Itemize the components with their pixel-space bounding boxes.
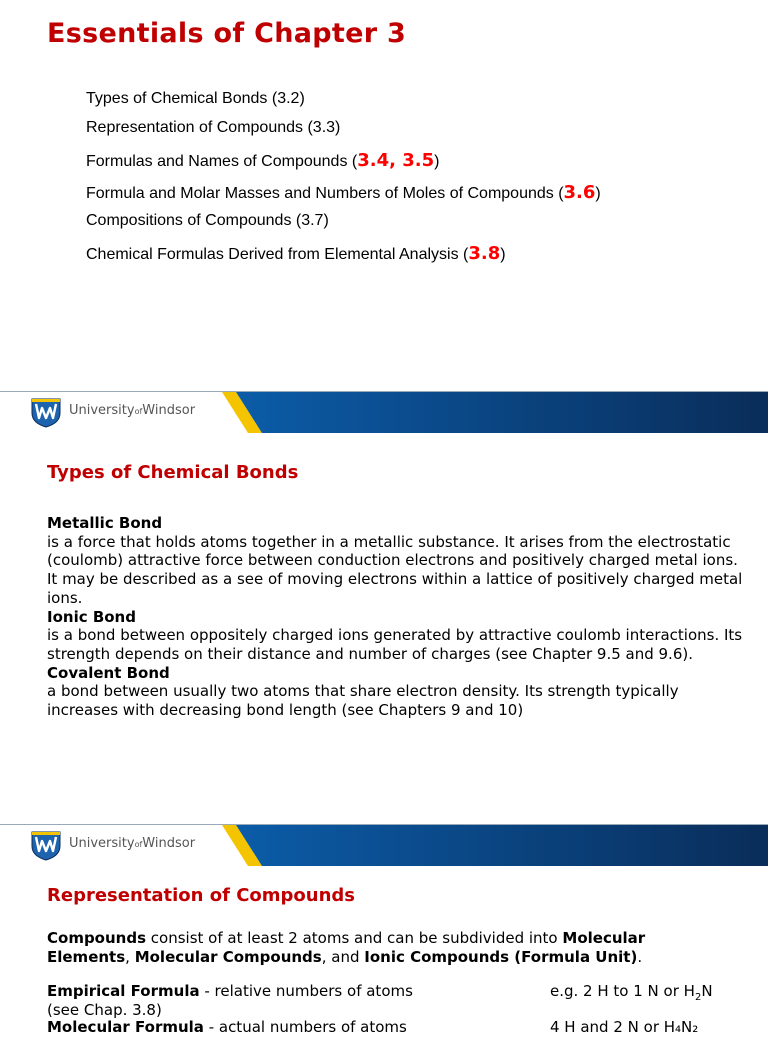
topic-tail: ) (595, 185, 601, 202)
topic-text: Compositions of Compounds (3.7) (86, 212, 329, 229)
wordmark-prefix: University (69, 403, 135, 418)
slide-chapter-essentials (0, 0, 768, 390)
slide-title: Types of Chemical Bonds (47, 462, 299, 483)
ionic-bond-text: is a bond between oppositely charged ions generated by attractive coulomb interactions. Its strength depends on their distance and number of charges (see Chapter 9.5 and 9.6). (47, 626, 743, 663)
intro-molecular-elements: Molecular Elements (47, 929, 646, 966)
university-wordmark (69, 836, 195, 851)
intro-compounds: Compounds (47, 929, 147, 947)
example-text-end: N (701, 982, 713, 1000)
covalent-bond-term: Covalent Bond (47, 663, 170, 682)
molecular-formula-row (47, 1018, 407, 1037)
topic-tail: ) (500, 246, 506, 263)
wordmark-of: of (134, 407, 143, 416)
topic-item (86, 150, 439, 171)
blue-stripe (236, 825, 768, 866)
topic-item (86, 243, 506, 264)
intro-sep: , (125, 947, 135, 966)
example-text: e.g. 2 H to 1 N or H (550, 982, 695, 1000)
wordmark-of: of (134, 840, 143, 849)
wordmark-suffix: Windsor (142, 403, 196, 418)
empirical-formula-example (550, 982, 713, 1003)
compounds-intro (47, 929, 727, 966)
slide-title: Representation of Compounds (47, 885, 356, 906)
topic-text: Formulas and Names of Compounds ( (86, 153, 358, 170)
topic-item (86, 182, 601, 203)
university-banner (0, 824, 768, 866)
wordmark-suffix: Windsor (142, 836, 196, 851)
molecular-formula-example: 4 H and 2 N or H₄N₂ (550, 1018, 699, 1036)
topic-item (86, 119, 340, 137)
metallic-bond-term: Metallic Bond (47, 514, 163, 532)
molecular-formula-term: Molecular Formula (47, 1018, 204, 1036)
topic-item (86, 212, 329, 230)
university-crest-icon (30, 396, 62, 428)
covalent-bond-text: a bond between usually two atoms that share electron density. Its strength typically increases with decreasing bond length (see Chapters 9 and 10) (47, 682, 679, 720)
empirical-formula-desc: - relative numbers of atoms (199, 982, 413, 1000)
molecular-formula-desc: - actual numbers of atoms (203, 1018, 407, 1036)
blue-stripe (236, 392, 768, 433)
section-ref-highlight: 3.8 (468, 243, 501, 264)
section-ref-highlight: 3.6 (563, 182, 596, 203)
metallic-bond-text: is a force that holds atoms together in a metallic substance. It arises from the electrostatic (coulomb) attractive force between conduction electrons and positively charged metal ions. It may be described as a see of moving electrons within a lattice of positively charged metal ions. (47, 532, 743, 607)
empirical-formula-note: (see Chap. 3.8) (47, 1001, 162, 1019)
intro-ionic-compounds: Ionic Compounds (Formula Unit) (364, 947, 638, 966)
intro-period: . (637, 947, 643, 966)
slide-representation-of-compounds (0, 824, 768, 1036)
university-wordmark (69, 403, 195, 418)
empirical-formula-row (47, 982, 413, 1001)
slide-types-of-bonds (0, 391, 768, 823)
intro-text: consist of at least 2 atoms and can be subdivided into (146, 929, 563, 947)
topic-text: Formula and Molar Masses and Numbers of Moles of Compounds ( (86, 185, 564, 202)
example-subscript: 2 (694, 992, 702, 1003)
topic-item (86, 90, 305, 108)
wordmark-prefix: University (69, 836, 135, 851)
empirical-formula-term: Empirical Formula (47, 982, 200, 1000)
topic-tail: ) (434, 153, 440, 170)
university-banner (0, 391, 768, 433)
ionic-bond-term: Ionic Bond (47, 607, 136, 626)
section-ref-highlight: 3.4, 3.5 (357, 150, 435, 171)
topic-text: Types of Chemical Bonds (3.2) (86, 90, 305, 107)
bond-definitions (47, 514, 747, 720)
intro-and: , and (321, 947, 365, 966)
slide-title: Essentials of Chapter 3 (47, 18, 407, 49)
intro-molecular-compounds: Molecular Compounds (134, 947, 322, 966)
topic-text: Chemical Formulas Derived from Elemental Analysis ( (86, 246, 469, 263)
topic-text: Representation of Compounds (3.3) (86, 119, 341, 136)
university-crest-icon (30, 829, 62, 861)
